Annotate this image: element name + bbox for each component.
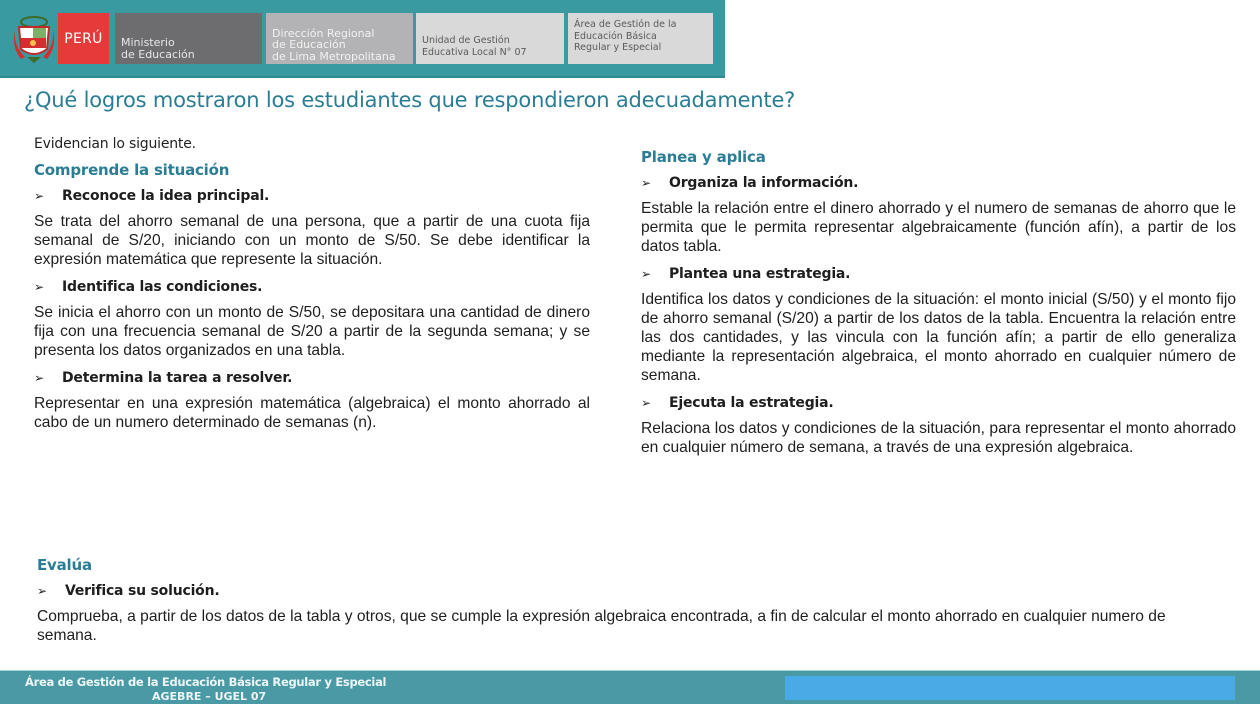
step-heading — [641, 266, 1236, 282]
area-line-1: Área de Gestión de la — [574, 19, 677, 30]
bullet-arrow-icon: ➢ — [641, 396, 651, 410]
step-label: Ejecuta la estrategia. — [669, 395, 834, 411]
section-heading-comprende: Comprende la situación — [34, 161, 230, 179]
step-heading — [34, 279, 590, 295]
page-title: ¿Qué logros mostraron los estudiantes que respondieron adecuadamente? — [24, 88, 796, 112]
step-paragraph: Relaciona los datos y condiciones de la situación, para representar el monto ahorrado en cualquier número de semana, a través de una expresión algebraica. — [641, 420, 1236, 456]
bullet-arrow-icon: ➢ — [34, 280, 44, 294]
ugel-line-1: Unidad de Gestión — [422, 35, 510, 46]
step-label: Reconoce la idea principal. — [62, 188, 270, 204]
step-label: Organiza la información. — [669, 175, 859, 191]
regional-direction-logo — [266, 13, 413, 64]
step-heading — [641, 395, 1236, 411]
step-label: Verifica su solución. — [65, 583, 220, 599]
step-label: Identifica las condiciones. — [62, 279, 263, 295]
section-heading-planea: Planea y aplica — [641, 148, 766, 166]
ministry-logo — [115, 13, 262, 64]
right-column — [641, 148, 1236, 467]
step-paragraph: Comprueba, a partir de los datos de la tabla y otros, que se cumple la expresión algebraica encontrada, a fin de calcular el monto ahorrado en cualquier numero de semana. — [37, 608, 1166, 644]
area-line-3: Regular y Especial — [574, 42, 662, 53]
step-heading — [37, 583, 1227, 599]
peru-logo: PERÚ — [58, 13, 109, 64]
bottom-section — [37, 556, 1227, 655]
area-line-2: Educación Básica — [574, 30, 657, 42]
step-paragraph: Representar en una expresión matemática (algebraica) el monto ahorrado al cabo de un numero determinado de semanas (n). — [34, 395, 590, 431]
step-label: Plantea una estrategia. — [669, 266, 851, 282]
footer-banner — [0, 670, 1260, 704]
step-paragraph: Se trata del ahorro semanal de una persona, que a partir de una cuota fija semanal de S/20, iniciando con un monto de S/50. Se debe identificar la expresión matemática que represente la situación. — [34, 213, 590, 268]
footer-area-name: Área de Gestión de la Educación Básica Regular y Especial — [25, 675, 387, 689]
intro-text: Evidencian lo siguiente. — [34, 136, 196, 152]
bullet-arrow-icon: ➢ — [641, 267, 651, 281]
ugel-line-2: Educativa Local N° 07 — [422, 47, 527, 58]
agebre-logo — [568, 13, 713, 64]
step-paragraph: Estable la relación entre el dinero ahorrado y el numero de semanas de ahorro que le permita que le permita representar algebraicamente (función afín), a partir de los datos tabla. — [641, 200, 1236, 255]
left-column — [34, 136, 590, 442]
header-banner — [0, 0, 725, 78]
step-paragraph: Identifica los datos y condiciones de la situación: el monto inicial (S/50) y el monto fijo de ahorro semanal (S/20) a partir de los datos de la tabla. Encuentra la relación entre las dos cantidades, y las vincula con la función afín; a partir de ello generaliza mediante la representación algebraica, el monto ahorrado en cualquier número de semana. — [641, 291, 1236, 384]
ugel-logo — [416, 13, 564, 64]
step-heading — [34, 370, 590, 386]
bullet-arrow-icon: ➢ — [34, 189, 44, 203]
regional-line-2: de Educación — [272, 38, 346, 51]
footer-decorative-bar — [785, 676, 1235, 700]
bullet-arrow-icon: ➢ — [37, 584, 47, 598]
step-heading — [34, 188, 590, 204]
step-heading — [641, 175, 1236, 191]
peru-coat-of-arms-icon — [13, 13, 55, 65]
section-heading-evalua: Evalúa — [37, 556, 92, 574]
footer-agebre-ugel: AGEBRE – UGEL 07 — [152, 690, 267, 703]
step-paragraph: Se inicia el ahorro con un monto de S/50, se depositara una cantidad de dinero fija con una frecuencia semanal de S/20 a partir de la segunda semana; y se presenta los datos organizados en una tabla. — [34, 304, 590, 359]
step-label: Determina la tarea a resolver. — [62, 370, 293, 386]
ministry-line-1: Ministerio — [121, 36, 175, 49]
regional-line-1: Dirección Regional — [272, 26, 375, 40]
bullet-arrow-icon: ➢ — [34, 371, 44, 385]
ministry-line-2: de Educación — [121, 48, 195, 61]
bullet-arrow-icon: ➢ — [641, 176, 651, 190]
regional-line-3: de Lima Metropolitana — [272, 49, 396, 63]
